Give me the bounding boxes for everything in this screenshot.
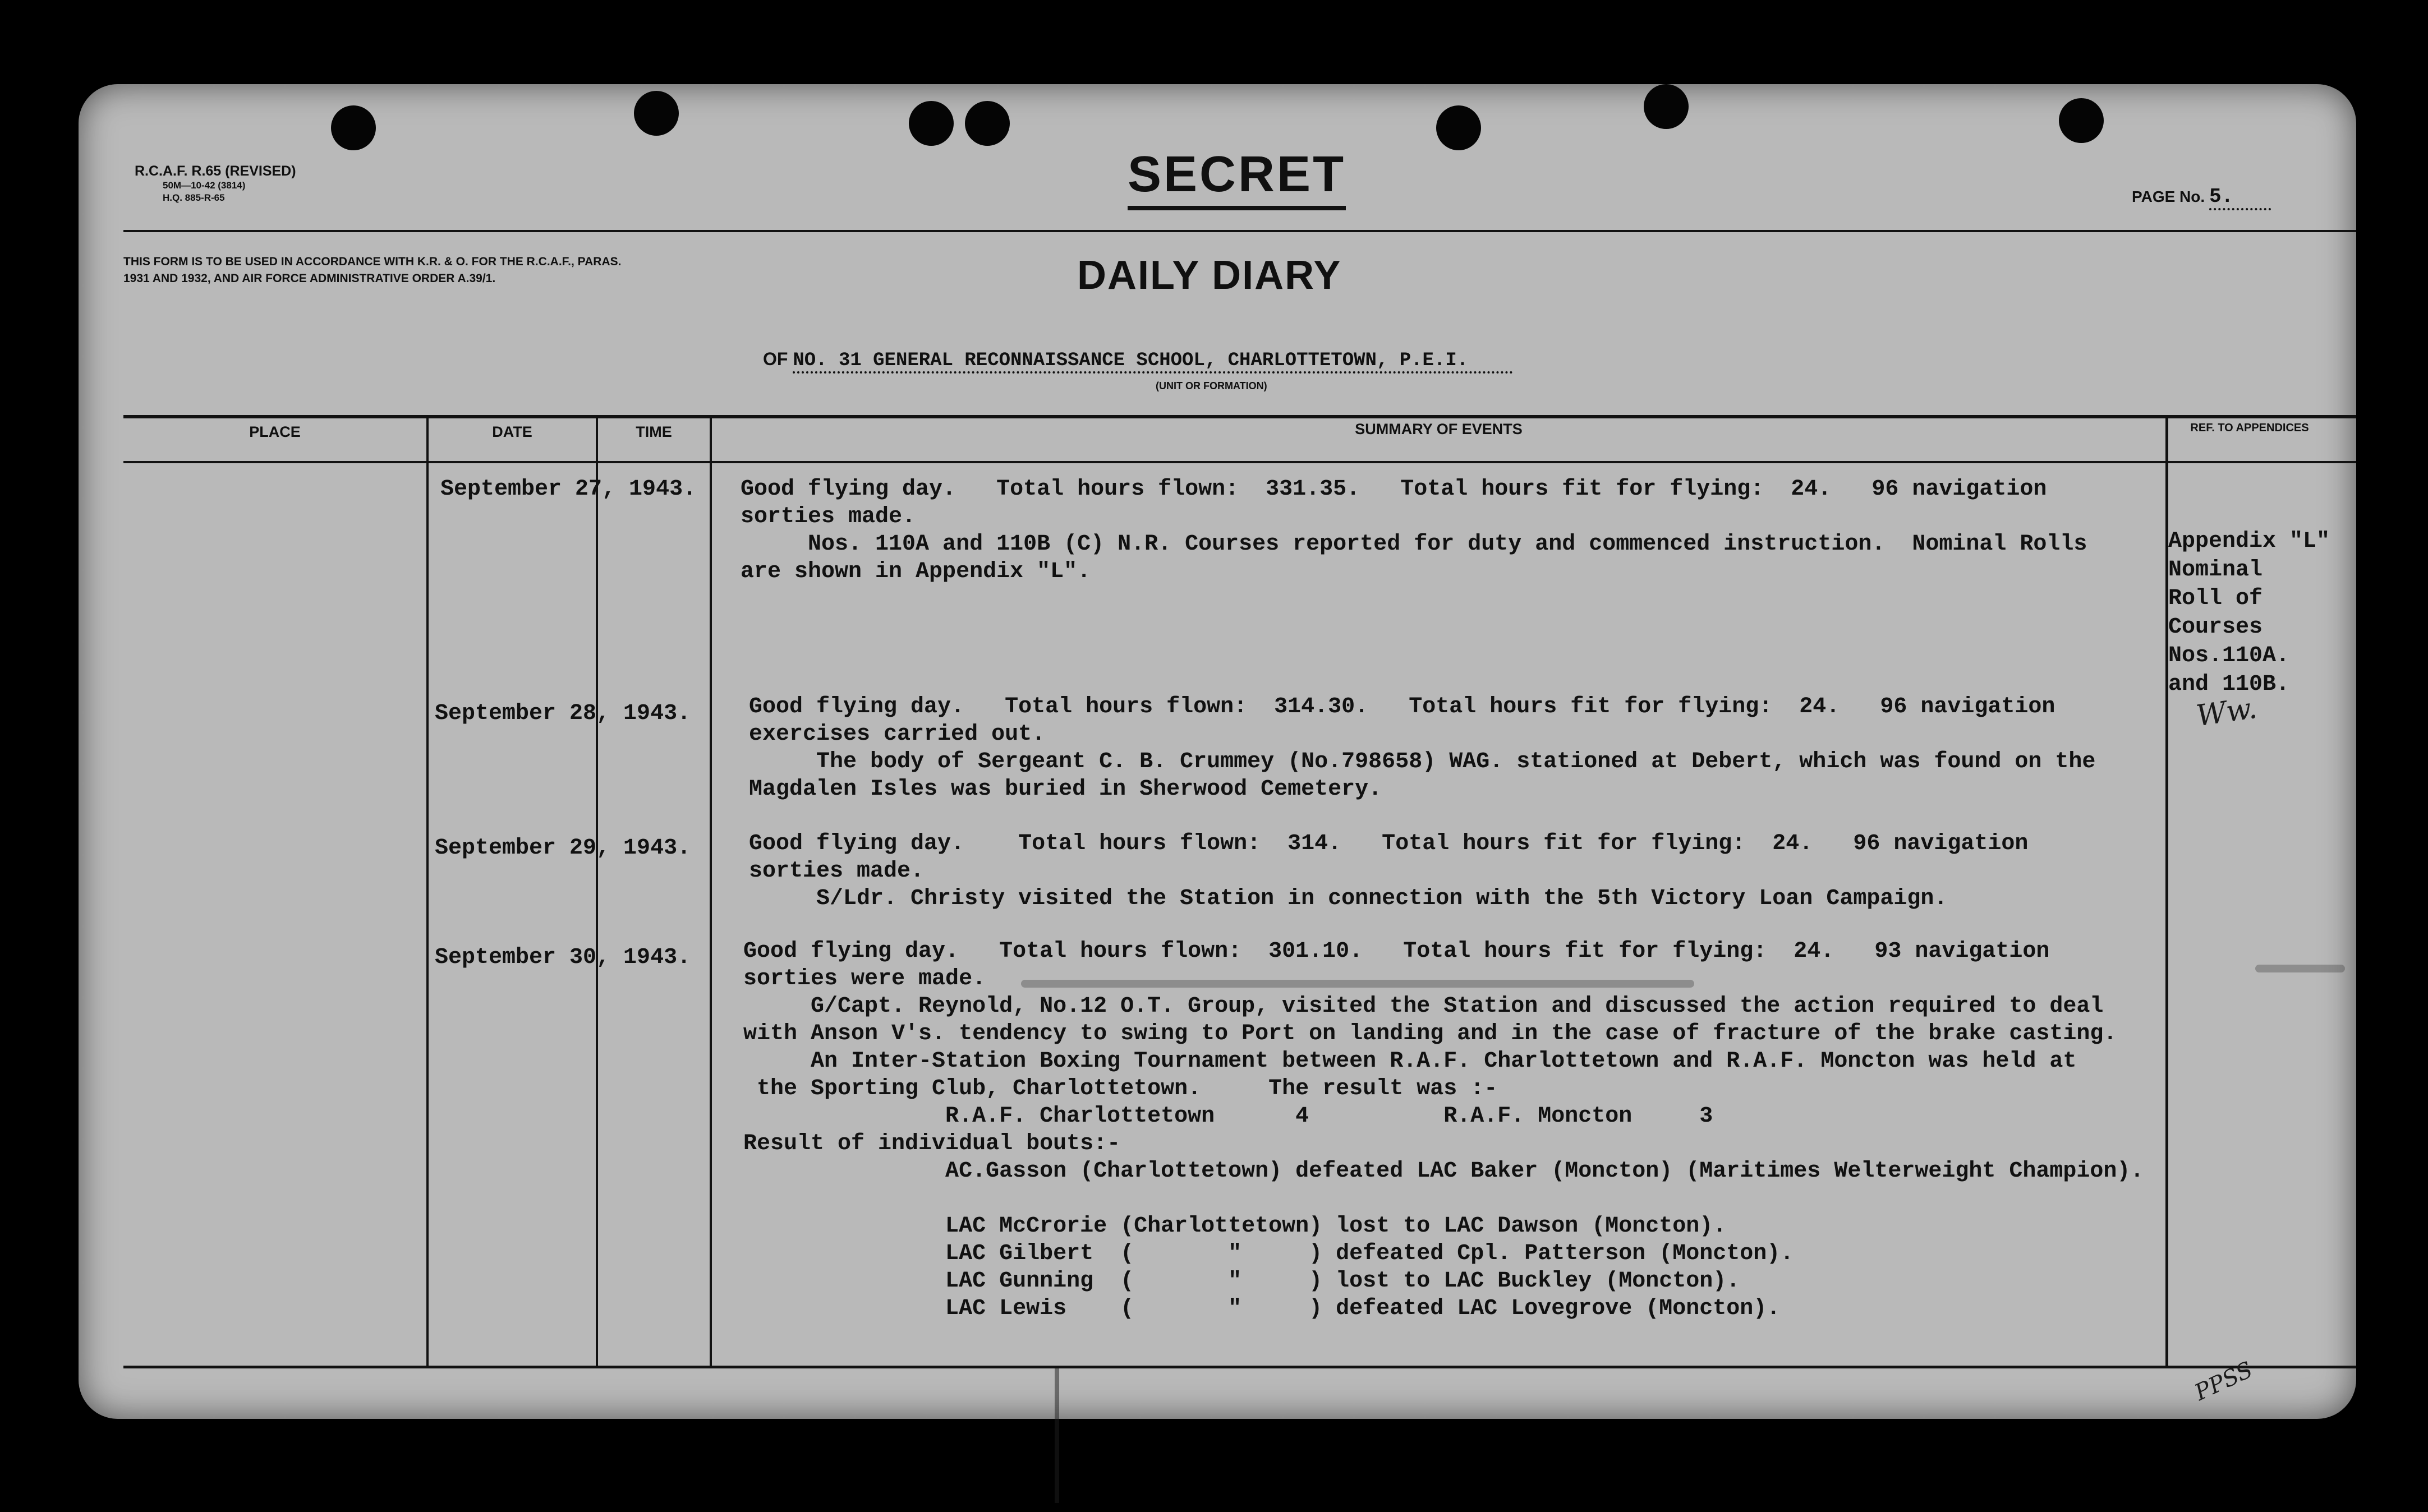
- page-value: 5.: [2209, 185, 2271, 210]
- binder-hole: [1644, 84, 1689, 129]
- column-header-time: TIME: [636, 423, 672, 440]
- classification-heading: SECRET: [1128, 146, 1346, 210]
- binder-hole: [2059, 98, 2104, 143]
- entry-summary: Good flying day. Total hours flown: 301.10. Total hours fit for flying: 24. 93 navigation sorties were made. G/Capt. Reynold, No.12 O.T. Group, visited the Station and discussed the action required to deal with Anson V's. tendency to swing to Port on landing and in the case of fracture of the brake casting. An Inter-Station Boxing Tournament between R.A.F. Charlottetown and R.A.F. Moncton was held at the Sporting Club, Charlottetown. The result was :- R.A.F. Charlottetown 4 R.A.F. Moncton 3 Result of individual bouts:- AC.Gasson (Charlottetown) defeated LAC Baker (Moncton) (Maritimes Welterweight Champion). LAC McCrorie (Charlottetown) lost to LAC Dawson (Moncton). LAC Gilbert ( " ) defeated Cpl. Patterson (Moncton). LAC Gunning ( " ) lost to LAC Buckley (Moncton). LAC Lewis ( " ) defeated LAC Lovegrove (Moncton).: [743, 939, 2144, 1321]
- form-code-line: H.Q. 885-R-65: [163, 192, 225, 203]
- page-number: [2132, 185, 2271, 210]
- table-header-rule: [123, 461, 2356, 463]
- entry-date: September 28, 1943.: [435, 701, 691, 726]
- binder-hole: [1436, 105, 1481, 150]
- entry-summary: Good flying day. Total hours flown: 314.30. Total hours fit for flying: 24. 96 navigation exercises carried out. The body of Sergeant C. B. Crummey (No.798658) WAG. stationed at Debert, which was found on the Magdalen Isles was buried in Sherwood Cemetery.: [749, 694, 2096, 802]
- entry-date: September 27, 1943.: [440, 477, 697, 502]
- form-code-line: R.C.A.F. R.65 (REVISED): [135, 163, 296, 179]
- binder-hole: [331, 105, 376, 150]
- form-note: THIS FORM IS TO BE USED IN ACCORDANCE WITH K.R. & O. FOR THE R.C.A.F., PARAS. 1931 AND 1932, AND AIR FORCE ADMINISTRATIVE ORDER A.39/1.: [123, 255, 622, 285]
- binder-hole: [909, 101, 954, 146]
- binder-hole: [965, 101, 1010, 146]
- page-title: DAILY DIARY: [1077, 253, 1342, 298]
- entry-date: September 30, 1943.: [435, 945, 691, 970]
- header-rule: [123, 230, 2356, 232]
- column-header-date: DATE: [492, 423, 532, 440]
- unit-name: NO. 31 GENERAL RECONNAISSANCE SCHOOL, CHARLOTTETOWN, P.E.I.: [793, 350, 1513, 374]
- column-header-appendices: REF. TO APPENDICES: [2190, 422, 2309, 434]
- column-rule: [426, 415, 429, 1366]
- ink-smudge: [1021, 980, 1694, 988]
- appendix-reference: Appendix "L" Nominal Roll of Courses Nos.110A. and 110B.: [2168, 529, 2330, 697]
- table-bottom-rule: [123, 1366, 2356, 1368]
- unit-line: [763, 349, 1513, 371]
- column-header-summary: SUMMARY OF EVENTS: [1355, 421, 1523, 437]
- diary-sheet: [79, 84, 2356, 1419]
- page-label: PAGE No.: [2132, 188, 2205, 205]
- column-rule: [710, 415, 712, 1366]
- ink-smudge: [2255, 965, 2345, 972]
- binder-hole: [634, 91, 679, 136]
- entry-date: September 29, 1943.: [435, 836, 691, 861]
- margin-initials: Ww.: [2194, 691, 2259, 734]
- entry-summary: Good flying day. Total hours flown: 331.35. Total hours fit for flying: 24. 96 navigation sorties made. Nos. 110A and 110B (C) N.R. Courses reported for duty and commenced instruction. Nominal Rolls are shown in Appendix "L".: [741, 477, 2087, 584]
- paper-crease: [1055, 1368, 1059, 1503]
- entry-summary: Good flying day. Total hours flown: 314. Total hours fit for flying: 24. 96 navigation sorties made. S/Ldr. Christy visited the Station in connection with the 5th Victory Loan Campaign.: [749, 831, 2029, 911]
- unit-prefix: OF: [763, 349, 788, 369]
- corner-mark: PPSS: [2191, 1357, 2257, 1406]
- form-code-line: 50M—10-42 (3814): [163, 180, 246, 191]
- column-header-place: PLACE: [249, 423, 301, 440]
- unit-caption: (UNIT OR FORMATION): [1156, 380, 1267, 391]
- column-rule: [596, 415, 598, 1366]
- table-top-rule: [123, 415, 2356, 418]
- form-code: [135, 163, 296, 204]
